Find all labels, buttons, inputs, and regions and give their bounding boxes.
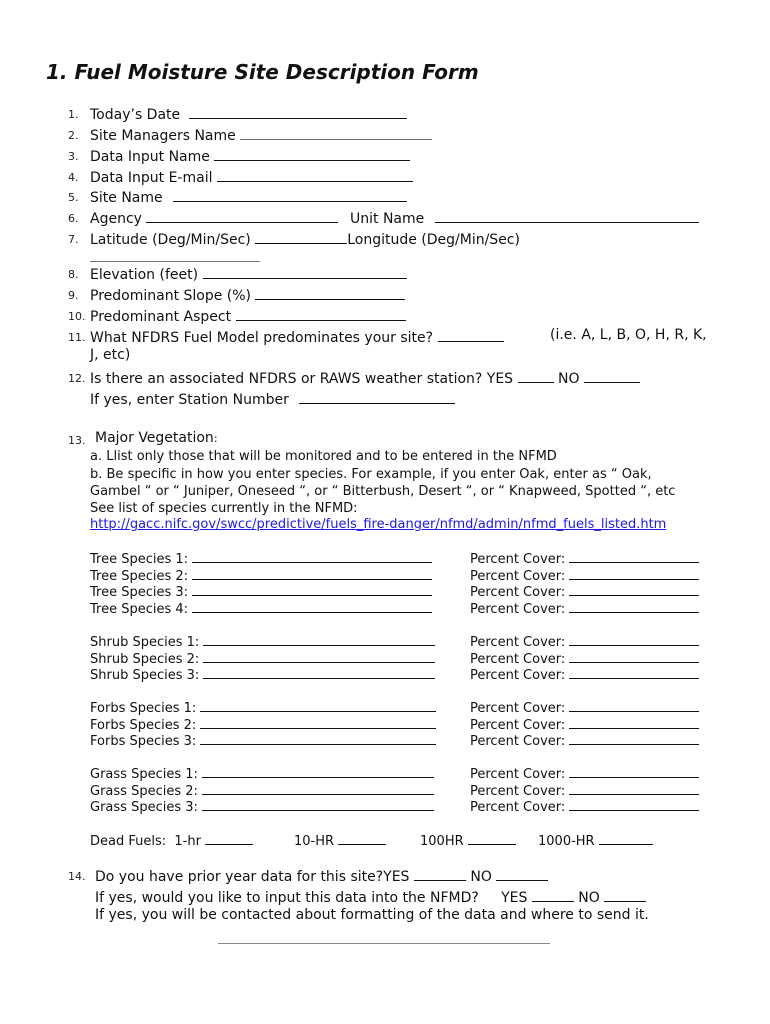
question-latitude: Latitude (Deg/Min/Sec) Longitude (Deg/Min/Sec) <box>90 229 520 248</box>
site-name-field[interactable] <box>173 187 407 202</box>
question-fuel-model: What NFDRS Fuel Model predominates your site? <box>90 327 504 346</box>
dead-fuel-100hr-field[interactable] <box>468 832 516 845</box>
data-input-name-field[interactable] <box>214 146 410 161</box>
item-number: 7. <box>68 233 79 246</box>
question-unit-name: Unit Name <box>350 208 699 227</box>
percent-cover-field[interactable] <box>569 583 699 596</box>
question-weather-station: Is there an associated NFDRS or RAWS weather station? YES NO <box>90 368 640 387</box>
forbs-species-field[interactable] <box>200 732 436 745</box>
station-no-field[interactable] <box>584 368 640 383</box>
site-managers-field[interactable] <box>240 125 432 140</box>
tree-percent-row: Percent Cover: <box>470 550 699 567</box>
grass-species-field[interactable] <box>202 782 434 795</box>
shrub-percent-row: Percent Cover: <box>470 650 699 667</box>
dead-fuel-1hr-field[interactable] <box>205 832 253 845</box>
tree-species-field[interactable] <box>192 567 432 580</box>
longitude-field[interactable] <box>90 249 260 262</box>
station-number-field[interactable] <box>299 389 455 404</box>
shrub-species-row: Shrub Species 3: <box>90 666 435 683</box>
fuel-model-hint: (i.e. A, L, B, O, H, R, K, <box>550 327 707 343</box>
contact-note: If yes, you will be contacted about formatting of the data and where to send it. <box>95 907 649 923</box>
percent-cover-field[interactable] <box>569 732 699 745</box>
item-number: 6. <box>68 212 79 225</box>
vegetation-heading: Major Vegetation: <box>95 430 218 446</box>
station-yes-field[interactable] <box>518 368 554 383</box>
question-agency: Agency <box>90 208 338 227</box>
species-list-note: See list of species currently in the NFMD: <box>90 501 358 516</box>
item-number: 2. <box>68 129 79 142</box>
tree-percent-row: Percent Cover: <box>470 583 699 600</box>
question-site-managers: Site Managers Name <box>90 125 432 144</box>
aspect-field[interactable] <box>236 306 406 321</box>
species-list-link[interactable]: http://gacc.nifc.gov/swcc/predictive/fuels_fire-danger/nfmd/admin/nfmd_fuels_listed.htm <box>90 517 667 532</box>
item-number: 10. <box>68 310 86 323</box>
forbs-species-field[interactable] <box>200 699 436 712</box>
page-title: 1. Fuel Moisture Site Description Form <box>46 60 479 84</box>
item-number: 5. <box>68 191 79 204</box>
dead-fuel-100hr: 100HR <box>420 832 516 849</box>
dead-fuel-10hr-field[interactable] <box>338 832 386 845</box>
forbs-species-row: Forbs Species 2: <box>90 716 436 733</box>
percent-cover-field[interactable] <box>569 716 699 729</box>
dead-fuels-label: Dead Fuels: 1-hr <box>90 832 253 849</box>
percent-cover-field[interactable] <box>569 782 699 795</box>
tree-percent-row: Percent Cover: <box>470 567 699 584</box>
percent-cover-field[interactable] <box>569 550 699 563</box>
prior-no-field[interactable] <box>496 866 548 881</box>
item-number: 4. <box>68 171 79 184</box>
tree-species-field[interactable] <box>192 600 432 613</box>
slope-field[interactable] <box>255 285 405 300</box>
item-number: 12. <box>68 372 86 385</box>
question-aspect: Predominant Aspect <box>90 306 406 325</box>
input-no-field[interactable] <box>604 887 646 902</box>
item-number: 11. <box>68 331 86 344</box>
shrub-percent-row: Percent Cover: <box>470 666 699 683</box>
tree-species-row: Tree Species 2: <box>90 567 432 584</box>
tree-species-row: Tree Species 1: <box>90 550 432 567</box>
percent-cover-field[interactable] <box>569 650 699 663</box>
grass-species-row: Grass Species 3: <box>90 798 434 815</box>
shrub-species-field[interactable] <box>203 633 435 646</box>
item-number: 8. <box>68 268 79 281</box>
fuel-model-hint-cont: J, etc) <box>90 347 131 363</box>
forbs-percent-row: Percent Cover: <box>470 732 699 749</box>
item-number: 3. <box>68 150 79 163</box>
percent-cover-field[interactable] <box>569 633 699 646</box>
percent-cover-field[interactable] <box>569 798 699 811</box>
question-elevation: Elevation (feet) <box>90 264 407 283</box>
agency-field[interactable] <box>146 208 338 223</box>
question-input-prior: If yes, would you like to input this data into the NFMD? YES NO <box>95 887 646 906</box>
percent-cover-field[interactable] <box>569 666 699 679</box>
forbs-species-row: Forbs Species 1: <box>90 699 436 716</box>
dead-fuel-1000hr: 1000-HR <box>538 832 653 849</box>
tree-percent-row: Percent Cover: <box>470 600 699 617</box>
elevation-field[interactable] <box>203 264 407 279</box>
shrub-percent-row: Percent Cover: <box>470 633 699 650</box>
vegetation-note-b-cont: Gambel “ or “ Juniper, Oneseed “, or “ Bitterbush, Desert “, or “ Knapweed, Spotted “, etc <box>90 484 676 499</box>
shrub-species-row: Shrub Species 2: <box>90 650 435 667</box>
email-field[interactable] <box>217 167 413 182</box>
forbs-species-field[interactable] <box>200 716 436 729</box>
shrub-species-row: Shrub Species 1: <box>90 633 435 650</box>
item-number: 1. <box>68 108 79 121</box>
question-prior-data: Do you have prior year data for this site?YES NO <box>95 866 548 885</box>
todays-date-field[interactable] <box>189 104 407 119</box>
question-station-number: If yes, enter Station Number <box>90 389 455 408</box>
footer-divider <box>218 943 550 944</box>
prior-yes-field[interactable] <box>414 866 466 881</box>
item-number: 14. <box>68 870 86 883</box>
shrub-species-field[interactable] <box>203 666 435 679</box>
percent-cover-field[interactable] <box>569 765 699 778</box>
question-slope: Predominant Slope (%) <box>90 285 405 304</box>
item-number: 9. <box>68 289 79 302</box>
percent-cover-field[interactable] <box>569 600 699 613</box>
grass-species-field[interactable] <box>202 765 434 778</box>
unit-name-field[interactable] <box>435 208 699 223</box>
fuel-model-field[interactable] <box>438 327 504 342</box>
item-number: 13. <box>68 434 86 447</box>
input-yes-field[interactable] <box>532 887 574 902</box>
grass-species-row: Grass Species 1: <box>90 765 434 782</box>
forbs-percent-row: Percent Cover: <box>470 699 699 716</box>
grass-percent-row: Percent Cover: <box>470 782 699 799</box>
latitude-field[interactable] <box>255 229 347 244</box>
grass-species-row: Grass Species 2: <box>90 782 434 799</box>
dead-fuel-1000hr-field[interactable] <box>599 832 653 845</box>
vegetation-note-a: a. Llist only those that will be monitored and to be entered in the NFMD <box>90 449 557 464</box>
grass-species-field[interactable] <box>202 798 434 811</box>
grass-percent-row: Percent Cover: <box>470 765 699 782</box>
tree-species-row: Tree Species 3: <box>90 583 432 600</box>
question-data-input-email: Data Input E-mail <box>90 167 413 186</box>
tree-species-field[interactable] <box>192 550 432 563</box>
shrub-species-field[interactable] <box>203 650 435 663</box>
grass-percent-row: Percent Cover: <box>470 798 699 815</box>
forbs-species-row: Forbs Species 3: <box>90 732 436 749</box>
percent-cover-field[interactable] <box>569 699 699 712</box>
question-data-input-name: Data Input Name <box>90 146 410 165</box>
tree-species-field[interactable] <box>192 583 432 596</box>
dead-fuel-10hr: 10-HR <box>294 832 386 849</box>
forbs-percent-row: Percent Cover: <box>470 716 699 733</box>
question-site-name: Site Name <box>90 187 407 206</box>
vegetation-note-b: b. Be specific in how you enter species. For example, if you enter Oak, enter as “ Oak, <box>90 467 652 482</box>
question-todays-date: Today’s Date <box>90 104 407 123</box>
tree-species-row: Tree Species 4: <box>90 600 432 617</box>
percent-cover-field[interactable] <box>569 567 699 580</box>
